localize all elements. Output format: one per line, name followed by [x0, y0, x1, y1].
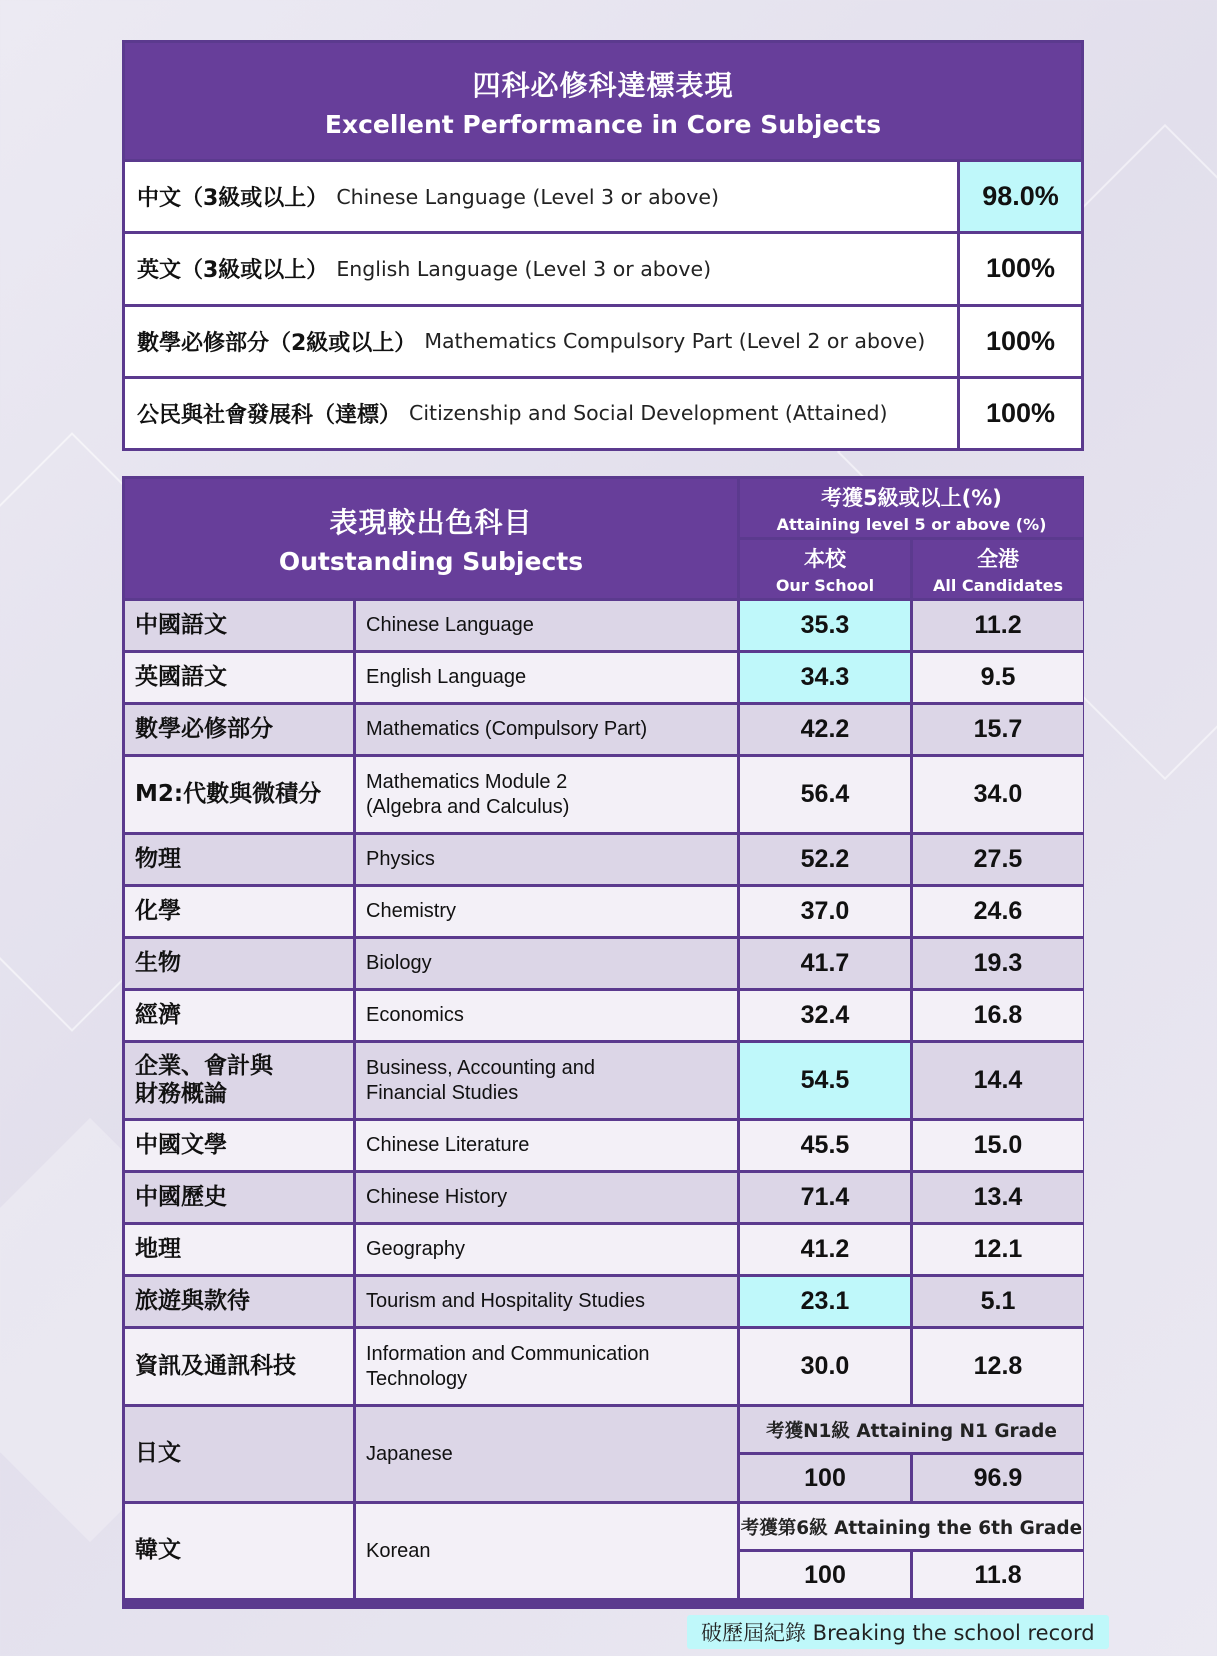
all-candidates-value: 24.6 [913, 887, 1083, 936]
subject-en: Japanese [356, 1407, 737, 1501]
all-candidates-value: 5.1 [913, 1277, 1083, 1326]
school-value: 54.5 [740, 1043, 910, 1118]
school-value: 100 [740, 1552, 910, 1598]
subject-zh: 地理 [125, 1225, 353, 1274]
all-candidates-value: 16.8 [913, 991, 1083, 1040]
core-value: 100% [960, 234, 1081, 303]
subject-zh: 企業、會計與 財務概論 [125, 1043, 353, 1118]
core-subject-zh: 數學必修部分（2級或以上） [137, 330, 417, 356]
core-row [125, 379, 1081, 448]
all-candidates-value: 19.3 [913, 939, 1083, 988]
core-subject-zh: 公民與社會發展科（達標） [137, 402, 402, 428]
subject-zh: 資訊及通訊科技 [125, 1329, 353, 1404]
subject-en: Mathematics Module 2 (Algebra and Calculus) [356, 757, 737, 832]
all-header-zh: 全港 [977, 547, 1019, 571]
school-value: 52.2 [740, 835, 910, 884]
all-candidates-value: 12.8 [913, 1329, 1083, 1404]
subject-zh: 中國文學 [125, 1121, 353, 1170]
outstanding-subjects-table [122, 476, 1084, 1609]
subject-en: English Language [356, 653, 737, 702]
school-value: 34.3 [740, 653, 910, 702]
core-value: 98.0% [960, 162, 1081, 231]
core-row [125, 162, 1081, 231]
core-table-header [125, 43, 1081, 159]
all-candidates-value: 14.4 [913, 1043, 1083, 1118]
core-subject-en: Chinese Language (Level 3 or above) [336, 184, 719, 209]
school-value: 30.0 [740, 1329, 910, 1404]
all-candidates-value: 9.5 [913, 653, 1083, 702]
subject-zh: 中國語文 [125, 601, 353, 650]
core-subject-label [125, 234, 957, 303]
all-candidates-value: 13.4 [913, 1173, 1083, 1222]
subject-zh: 生物 [125, 939, 353, 988]
subject-en: Geography [356, 1225, 737, 1274]
all-candidates-column-header [913, 540, 1083, 598]
core-title-zh: 四科必修科達標表現 [472, 68, 734, 102]
core-subject-label [125, 307, 957, 376]
subject-en: Physics [356, 835, 737, 884]
attain-header-zh: 考獲5級或以上(%) [821, 486, 1002, 510]
subject-en: Chemistry [356, 887, 737, 936]
school-value: 71.4 [740, 1173, 910, 1222]
attain-header-en: Attaining level 5 or above (%) [776, 515, 1047, 534]
school-value: 37.0 [740, 887, 910, 936]
school-value: 41.7 [740, 939, 910, 988]
subject-zh: 英國語文 [125, 653, 353, 702]
all-candidates-value: 11.8 [913, 1552, 1083, 1598]
all-candidates-value: 96.9 [913, 1455, 1083, 1501]
school-value: 45.5 [740, 1121, 910, 1170]
school-value: 56.4 [740, 757, 910, 832]
school-value: 23.1 [740, 1277, 910, 1326]
record-legend: 破歷屆紀錄 Breaking the school record [687, 1615, 1109, 1649]
all-candidates-value: 15.0 [913, 1121, 1083, 1170]
subject-zh: 韓文 [125, 1504, 353, 1598]
core-row [125, 307, 1081, 376]
subject-en: Korean [356, 1504, 737, 1598]
core-subject-label [125, 379, 957, 448]
core-value: 100% [960, 379, 1081, 448]
school-value: 35.3 [740, 601, 910, 650]
subject-en: Chinese Literature [356, 1121, 737, 1170]
subject-en: Economics [356, 991, 737, 1040]
school-header-en: Our School [775, 576, 875, 595]
subject-zh: 化學 [125, 887, 353, 936]
attain-header [740, 479, 1083, 537]
core-subject-en: English Language (Level 3 or above) [336, 256, 712, 281]
subject-en: Mathematics (Compulsory Part) [356, 705, 737, 754]
all-candidates-value: 34.0 [913, 757, 1083, 832]
core-row [125, 234, 1081, 303]
subject-zh: 經濟 [125, 991, 353, 1040]
subject-en: Biology [356, 939, 737, 988]
core-value: 100% [960, 307, 1081, 376]
core-title-en: Excellent Performance in Core Subjects [324, 109, 882, 139]
all-candidates-value: 12.1 [913, 1225, 1083, 1274]
core-subject-zh: 中文（3級或以上） [137, 186, 329, 212]
subject-zh: 旅遊與款待 [125, 1277, 353, 1326]
outstanding-title-zh: 表現較出色科目 [329, 506, 533, 539]
subject-en: Tourism and Hospitality Studies [356, 1277, 737, 1326]
subject-en: Chinese History [356, 1173, 737, 1222]
school-value: 100 [740, 1455, 910, 1501]
subject-zh: 數學必修部分 [125, 705, 353, 754]
subject-zh: 中國歷史 [125, 1173, 353, 1222]
core-subjects-table [122, 40, 1084, 451]
subject-zh: 物理 [125, 835, 353, 884]
school-value: 32.4 [740, 991, 910, 1040]
all-header-en: All Candidates [932, 576, 1064, 595]
subject-zh: 日文 [125, 1407, 353, 1501]
subject-zh: M2:代數與微積分 [125, 757, 353, 832]
school-header-zh: 本校 [804, 547, 846, 571]
grade-criterion: 考獲第6級 Attaining the 6th Grade [740, 1504, 1083, 1549]
grade-criterion: 考獲N1級 Attaining N1 Grade [740, 1407, 1083, 1452]
all-candidates-value: 15.7 [913, 705, 1083, 754]
all-candidates-value: 11.2 [913, 601, 1083, 650]
subject-en: Chinese Language [356, 601, 737, 650]
school-column-header [740, 540, 910, 598]
school-value: 41.2 [740, 1225, 910, 1274]
all-candidates-value: 27.5 [913, 835, 1083, 884]
core-subject-en: Mathematics Compulsory Part (Level 2 or above) [424, 329, 926, 354]
subject-en: Business, Accounting and Financial Studies [356, 1043, 737, 1118]
outstanding-title-en: Outstanding Subjects [278, 547, 584, 576]
subject-en: Information and Communication Technology [356, 1329, 737, 1404]
core-subject-label [125, 162, 957, 231]
core-subject-en: Citizenship and Social Development (Attained) [409, 401, 888, 426]
school-value: 42.2 [740, 705, 910, 754]
outstanding-header [125, 479, 737, 598]
core-subject-zh: 英文（3級或以上） [137, 258, 329, 284]
